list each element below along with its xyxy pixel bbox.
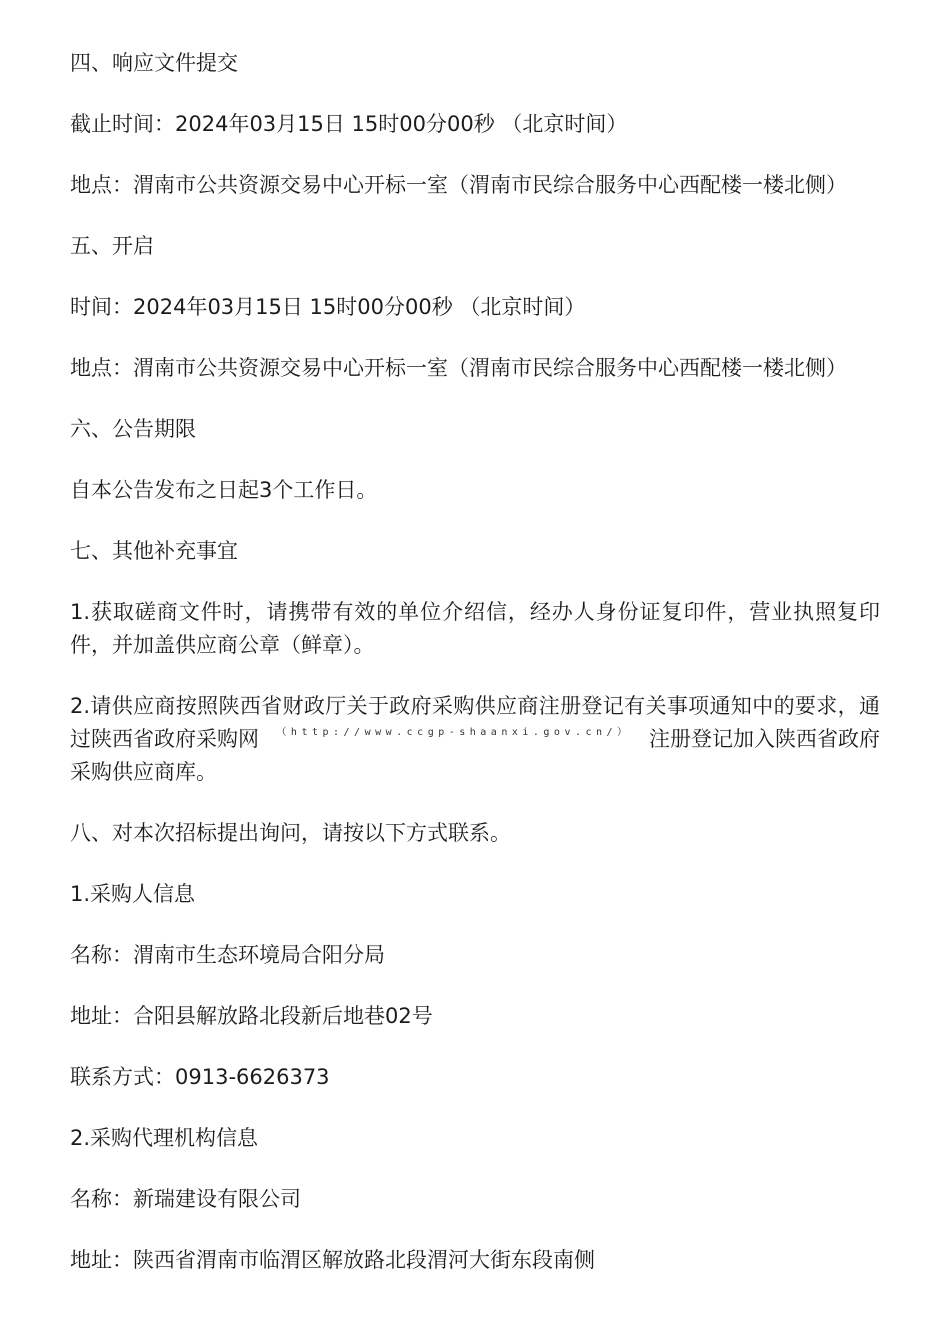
section-7-heading-text: 七、其他补充事宜 — [70, 539, 238, 563]
section-4-heading — [70, 47, 880, 80]
agency-name-text: 名称：新瑞建设有限公司 — [70, 1187, 301, 1211]
purchaser-name-text: 名称：渭南市生态环境局合阳分局 — [70, 943, 385, 967]
purchaser-address — [70, 1000, 880, 1033]
announcement-period-text: 自本公告发布之日起3个工作日。 — [70, 478, 378, 502]
section-4-heading-text: 四、响应文件提交 — [70, 51, 238, 75]
section-5-heading-text: 五、开启 — [70, 234, 154, 258]
agency-heading — [70, 1122, 880, 1155]
supplement-item-2-line-2 — [70, 723, 880, 756]
purchaser-name — [70, 939, 880, 972]
procurement-website-url: （http://www.ccgp-shaanxi.gov.cn/） — [276, 727, 632, 738]
supplement-item-2 — [70, 690, 880, 789]
section-8-heading — [70, 817, 880, 850]
section-6-heading-text: 六、公告期限 — [70, 417, 196, 441]
opening-location-text: 地点：渭南市公共资源交易中心开标一室（渭南市民综合服务中心西配楼一楼北侧） — [70, 356, 847, 380]
opening-location — [70, 352, 880, 385]
section-5-heading — [70, 230, 880, 263]
supplement-item-2-line-1: 2.请供应商按照陕西省财政厅关于政府采购供应商注册登记有关事项通知中的要求，通 — [70, 694, 880, 718]
submission-location-text: 地点：渭南市公共资源交易中心开标一室（渭南市民综合服务中心西配楼一楼北侧） — [70, 173, 847, 197]
opening-time — [70, 291, 880, 324]
supplement-item-1 — [70, 596, 880, 662]
purchaser-contact-text: 联系方式：0913-6626373 — [70, 1065, 330, 1089]
submission-deadline-text: 截止时间：2024年03月15日 15时00分00秒 （北京时间） — [70, 112, 628, 136]
agency-address — [70, 1244, 880, 1277]
submission-deadline — [70, 108, 880, 141]
supplement-item-1-line-1: 1.获取磋商文件时，请携带有效的单位介绍信，经办人身份证复印件，营业执照复印 — [70, 600, 880, 624]
supplement-item-2-text-before-url: 过陕西省政府采购网 — [70, 727, 259, 751]
agency-heading-text: 2.采购代理机构信息 — [70, 1126, 259, 1150]
purchaser-address-text: 地址：合阳县解放路北段新后地巷02号 — [70, 1004, 433, 1028]
agency-address-text: 地址：陕西省渭南市临渭区解放路北段渭河大街东段南侧 — [70, 1248, 595, 1272]
section-7-heading — [70, 535, 880, 568]
section-6-heading — [70, 413, 880, 446]
supplement-item-2-text-after-url: 注册登记加入陕西省政府 — [648, 727, 880, 751]
submission-location — [70, 169, 880, 202]
section-8-heading-text: 八、对本次招标提出询问，请按以下方式联系。 — [70, 821, 511, 845]
opening-time-text: 时间：2024年03月15日 15时00分00秒 （北京时间） — [70, 295, 586, 319]
purchaser-contact — [70, 1061, 880, 1094]
document-page — [70, 47, 880, 1305]
agency-name — [70, 1183, 880, 1216]
purchaser-heading-text: 1.采购人信息 — [70, 882, 196, 906]
announcement-period — [70, 474, 880, 507]
purchaser-heading — [70, 878, 880, 911]
supplement-item-1-line-2: 件，并加盖供应商公章（鲜章）。 — [70, 633, 375, 657]
supplement-item-2-line-3: 采购供应商库。 — [70, 760, 217, 784]
